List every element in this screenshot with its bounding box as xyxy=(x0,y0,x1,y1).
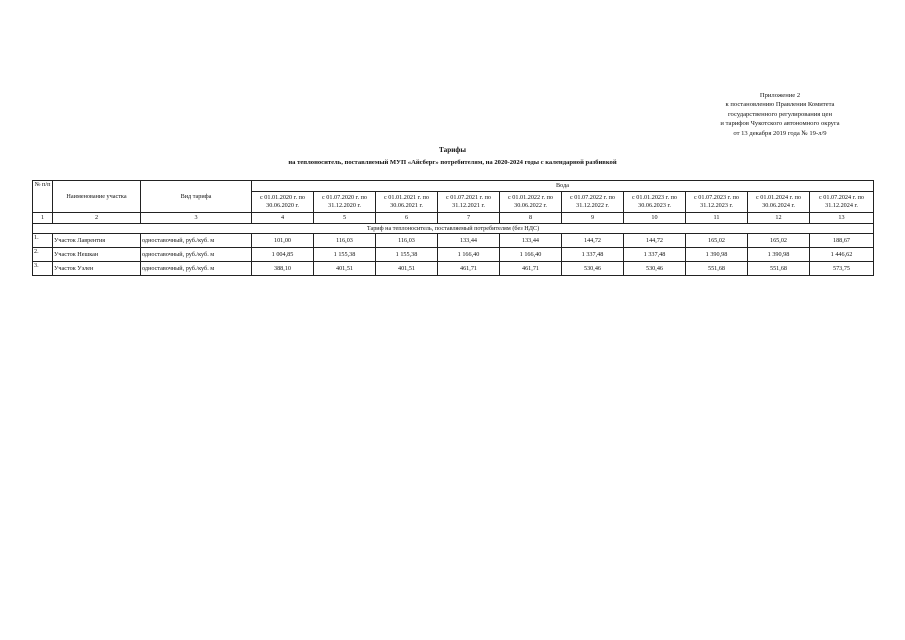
row-value: 1 166,40 xyxy=(438,248,500,262)
period-from: с 01.07.2024 г. по xyxy=(818,194,865,201)
row-value: 551,68 xyxy=(748,262,810,276)
period-from: с 01.01.2024 г. по xyxy=(755,194,802,201)
row-value: 1 166,40 xyxy=(500,248,562,262)
appendix-line: государственного регулирования цен xyxy=(728,110,832,118)
row-area: Участок Лаврентия xyxy=(53,234,141,248)
row-value: 144,72 xyxy=(624,234,686,248)
appendix-block xyxy=(680,91,880,138)
row-value: 1 337,48 xyxy=(562,248,624,262)
row-value: 1 155,38 xyxy=(376,248,438,262)
row-tariff-type: одноставочный, руб./куб. м xyxy=(141,234,252,248)
period-from: с 01.01.2023 г. по xyxy=(631,194,678,201)
row-number: 3. xyxy=(33,262,53,276)
period-header-cell xyxy=(624,192,686,213)
row-area: Участок Уэлен xyxy=(53,262,141,276)
period-from: с 01.01.2022 г. по xyxy=(507,194,554,201)
column-number-cell: 13 xyxy=(810,213,874,224)
tariff-table xyxy=(32,180,874,276)
header-type-label: Вид тарифа xyxy=(180,192,212,200)
period-from: с 01.07.2022 г. по xyxy=(569,194,616,201)
period-to: 31.12.2024 г. xyxy=(825,202,858,209)
period-to: 30.06.2023 г. xyxy=(638,202,671,209)
row-area: Участок Нешкан xyxy=(53,248,141,262)
row-value: 133,44 xyxy=(438,234,500,248)
column-number-cell: 7 xyxy=(438,213,500,224)
row-tariff-type: одноставочный, руб./куб. м xyxy=(141,248,252,262)
section-label: Тариф на теплоноситель, поставляемый потребителям (без НДС) xyxy=(33,224,874,234)
period-header-cell xyxy=(500,192,562,213)
section-row xyxy=(33,224,874,234)
period-from: с 01.01.2021 г. по xyxy=(383,194,430,201)
row-value: 165,02 xyxy=(748,234,810,248)
period-header-cell xyxy=(562,192,624,213)
row-value: 551,68 xyxy=(686,262,748,276)
period-from: с 01.07.2020 г. по xyxy=(321,194,368,201)
period-to: 31.12.2021 г. xyxy=(452,202,485,209)
column-number-cell: 12 xyxy=(748,213,810,224)
row-value: 133,44 xyxy=(500,234,562,248)
period-to: 31.12.2022 г. xyxy=(576,202,609,209)
document-title: Тарифы xyxy=(439,146,466,154)
row-number: 2. xyxy=(33,248,53,262)
header-cell-area xyxy=(53,181,141,213)
row-value: 530,46 xyxy=(562,262,624,276)
row-value: 573,75 xyxy=(810,262,874,276)
row-value: 461,71 xyxy=(500,262,562,276)
row-value: 1 337,48 xyxy=(624,248,686,262)
row-value: 401,51 xyxy=(314,262,376,276)
period-to: 31.12.2023 г. xyxy=(700,202,733,209)
column-number-cell: 10 xyxy=(624,213,686,224)
row-value: 401,51 xyxy=(376,262,438,276)
row-value: 1 446,62 xyxy=(810,248,874,262)
appendix-line: и тарифов Чукотского автономного округа xyxy=(720,120,840,128)
period-from: с 01.07.2023 г. по xyxy=(693,194,740,201)
period-header-cell xyxy=(376,192,438,213)
row-value: 1 004,85 xyxy=(252,248,314,262)
document-subtitle: на теплоноситель, поставляемый МУП «Айсберг» потребителям, на 2020-2024 годы с календарной разбивкой xyxy=(288,159,617,166)
appendix-line: Приложение 2 xyxy=(759,92,801,99)
table-row xyxy=(33,262,874,276)
column-number-cell: 4 xyxy=(252,213,314,224)
row-number: 1. xyxy=(33,234,53,248)
period-to: 31.12.2020 г. xyxy=(328,202,361,209)
column-number-cell: 9 xyxy=(562,213,624,224)
period-to: 30.06.2022 г. xyxy=(514,202,547,209)
column-number-cell: 2 xyxy=(53,213,141,224)
period-to: 30.06.2020 г. xyxy=(266,202,299,209)
column-number-cell: 3 xyxy=(141,213,252,224)
row-value: 1 390,98 xyxy=(686,248,748,262)
period-from: с 01.07.2021 г. по xyxy=(445,194,492,201)
header-row-water xyxy=(33,181,874,192)
row-value: 144,72 xyxy=(562,234,624,248)
table-row xyxy=(33,234,874,248)
header-cell-number xyxy=(33,181,53,213)
period-header-cell xyxy=(438,192,500,213)
period-to: 30.06.2024 г. xyxy=(762,202,795,209)
period-header-cell xyxy=(810,192,874,213)
row-tariff-type: одноставочный, руб./куб. м xyxy=(141,262,252,276)
row-value: 1 155,38 xyxy=(314,248,376,262)
column-number-cell: 11 xyxy=(686,213,748,224)
header-cell-water xyxy=(252,181,874,192)
appendix-line: к постановлению Правления Комитета xyxy=(725,101,835,109)
header-cell-type xyxy=(141,181,252,213)
column-number-row xyxy=(33,213,874,224)
header-area-label: Наименование участка xyxy=(66,192,127,200)
period-to: 30.06.2021 г. xyxy=(390,202,423,209)
table-row xyxy=(33,248,874,262)
period-header-cell xyxy=(314,192,376,213)
column-number-cell: 8 xyxy=(500,213,562,224)
row-value: 116,03 xyxy=(376,234,438,248)
header-water-label: Вода xyxy=(556,182,569,189)
period-header-cell xyxy=(686,192,748,213)
row-value: 530,46 xyxy=(624,262,686,276)
appendix-line: от 13 декабря 2019 года № 19-л/9 xyxy=(733,129,827,137)
column-number-cell: 5 xyxy=(314,213,376,224)
header-number-label: № п/п xyxy=(34,181,51,188)
column-number-cell: 1 xyxy=(33,213,53,224)
period-from: с 01.01.2020 г. по xyxy=(259,194,306,201)
row-value: 188,67 xyxy=(810,234,874,248)
row-value: 461,71 xyxy=(438,262,500,276)
row-value: 165,02 xyxy=(686,234,748,248)
column-number-cell: 6 xyxy=(376,213,438,224)
row-value: 388,10 xyxy=(252,262,314,276)
period-header-cell xyxy=(252,192,314,213)
row-value: 116,03 xyxy=(314,234,376,248)
row-value: 1 390,98 xyxy=(748,248,810,262)
period-header-cell xyxy=(748,192,810,213)
row-value: 101,00 xyxy=(252,234,314,248)
